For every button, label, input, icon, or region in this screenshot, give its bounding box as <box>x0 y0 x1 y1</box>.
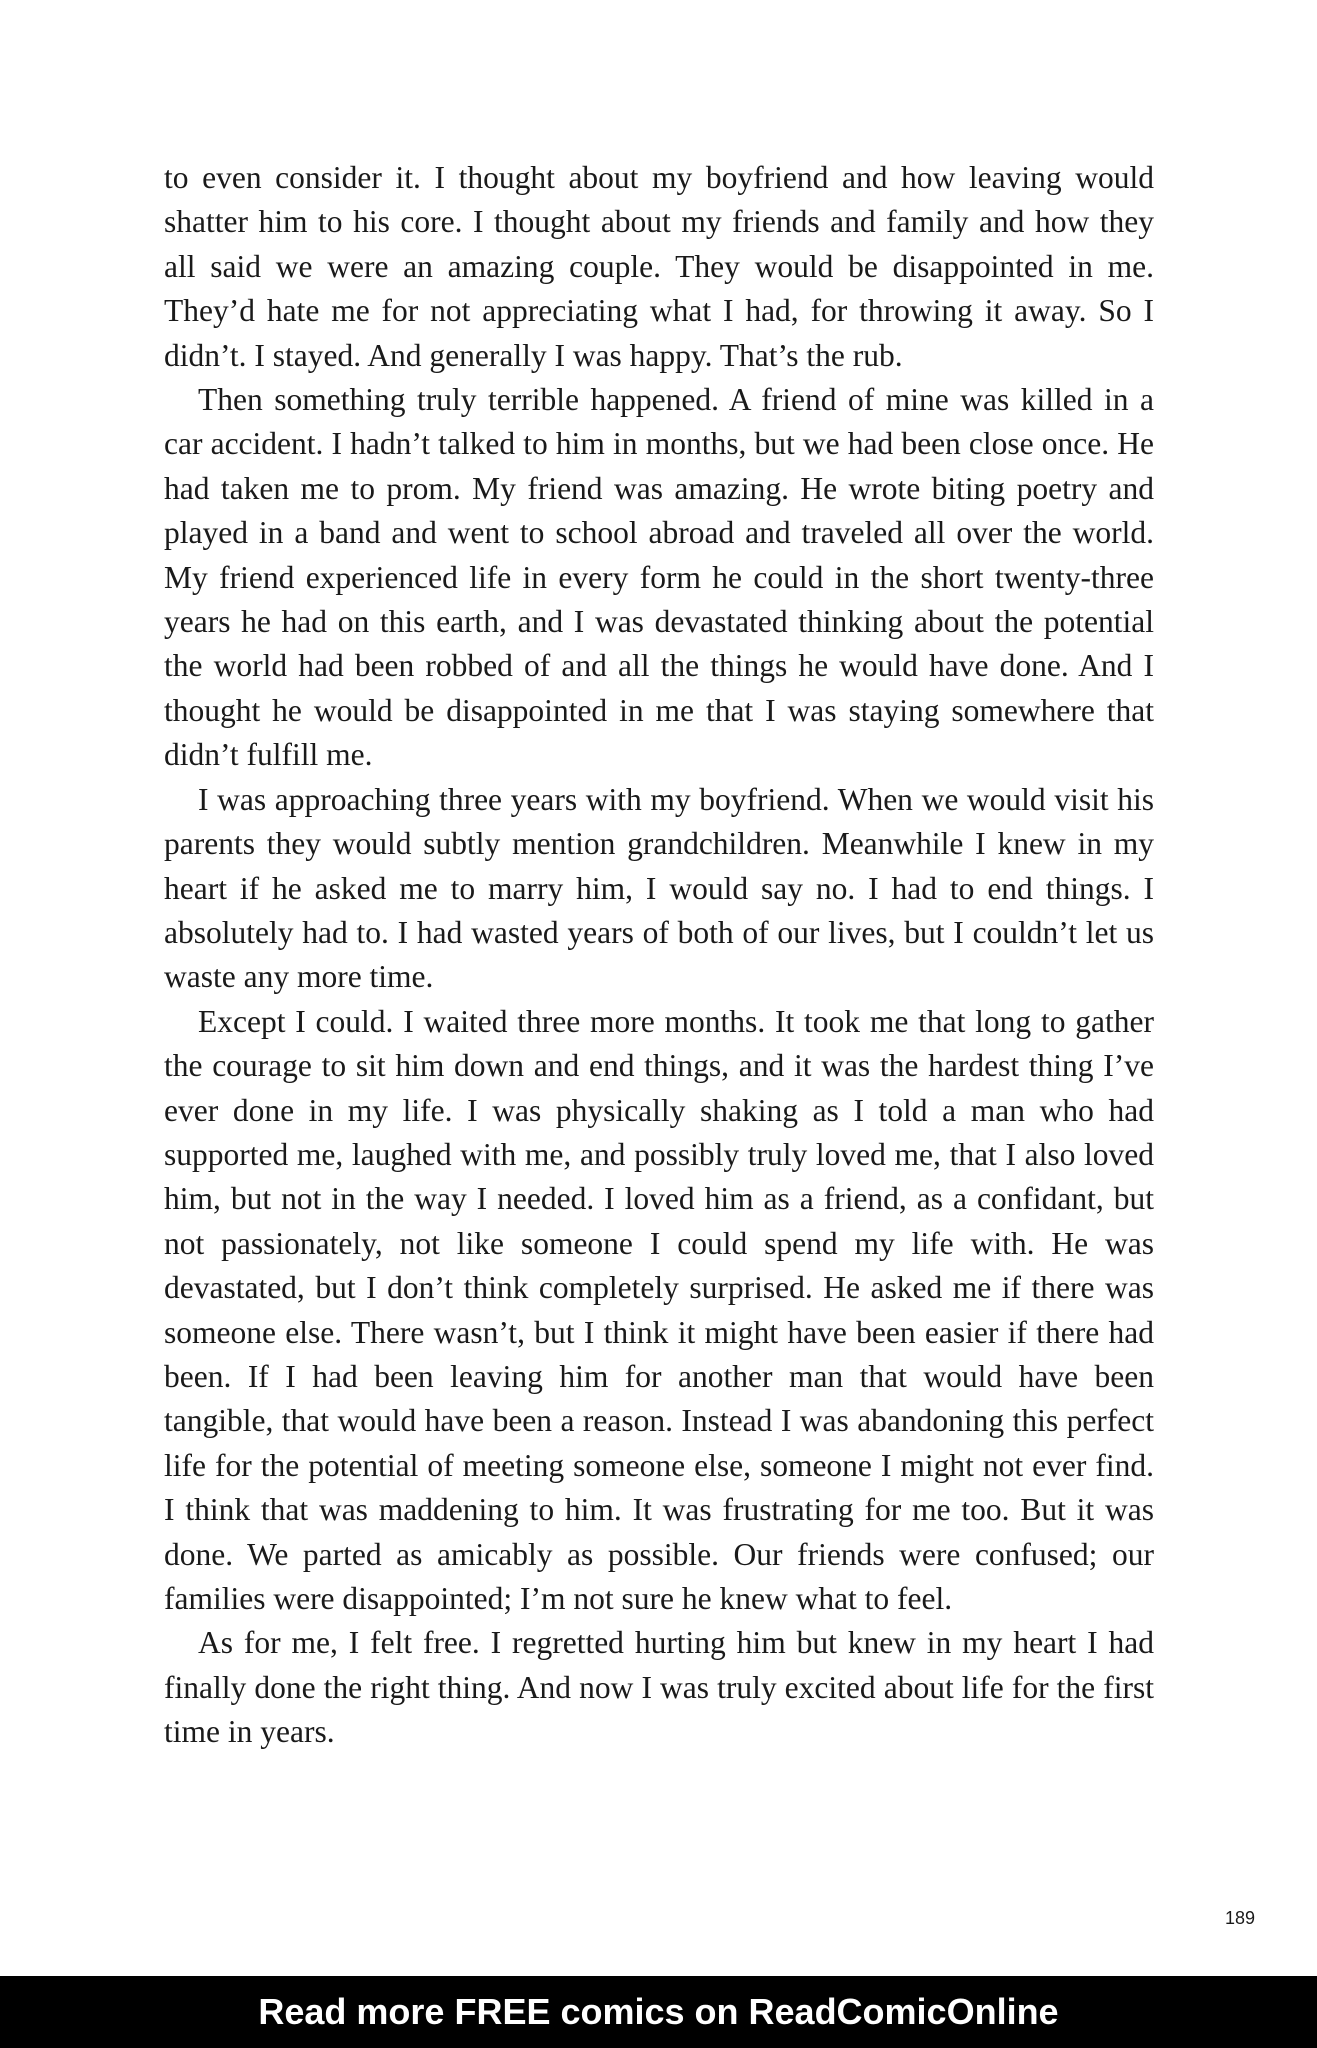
paragraph-4: Except I could. I waited three more months. It took me that long to gather the courage to sit him down and end things, and it was the hardest thing I’ve ever done in my life. I was physically shaking as I told a man who had supported me, laughed with me, and possibly truly loved me, that I also loved him, but not in the way I needed. I loved him as a friend, as a confidant, but not passionately, not like someone I could spend my life with. He was devastated, but I don’t think completely surprised. He asked me if there was someone else. There wasn’t, but I think it might have been easier if there had been. If I had been leaving him for another man that would have been tangible, that would have been a reason. Instead I was abandoning this perfect life for the potential of meeting someone else, someone I might not ever find. I think that was maddening to him. It was frustrating for me too. But it was done. We parted as amicably as possible. Our friends were confused; our families were disappointed; I’m not sure he knew what to feel. <box>164 1003 1154 1616</box>
paragraph-3: I was approaching three years with my boyfriend. When we would visit his parents they would subtly mention grandchildren. Meanwhile I knew in my heart if he asked me to marry him, I would say no. I had to end things. I absolutely had to. I had wasted years of both of our lives, but I couldn’t let us waste any more time. <box>164 781 1154 995</box>
promo-banner-link[interactable]: Read more FREE comics on ReadComicOnline <box>258 1991 1059 2032</box>
paragraph-1: to even consider it. I thought about my boyfriend and how leaving would shatter him to his core. I thought about my friends and family and how they all said we were an amazing couple. They would be disappointed in me. They’d hate me for not appreciating what I had, for throwing it away. So I didn’t. I stayed. And generally I was happy. That’s the rub. <box>164 160 1154 373</box>
promo-banner[interactable] <box>0 1976 1317 2048</box>
page-number: 189 <box>1224 1908 1255 1928</box>
body-text <box>164 156 1154 1755</box>
paragraph-2: Then something truly terrible happened. A friend of mine was killed in a car accident. I hadn’t talked to him in months, but we had been close once. He had taken me to prom. My friend was amazing. He wrote biting poetry and played in a band and went to school abroad and traveled all over the world. My friend experienced life in every form he could in the short twenty-three years he had on this earth, and I was devastated thinking about the potential the world had been robbed of and all the things he would have done. And I thought he would be disappointed in me that I was staying somewhere that didn’t fulfill me. <box>164 382 1154 773</box>
paragraph-5: As for me, I felt free. I regretted hurting him but knew in my heart I had finally done the right thing. And now I was truly excited about life for the first time in years. <box>164 1625 1154 1750</box>
